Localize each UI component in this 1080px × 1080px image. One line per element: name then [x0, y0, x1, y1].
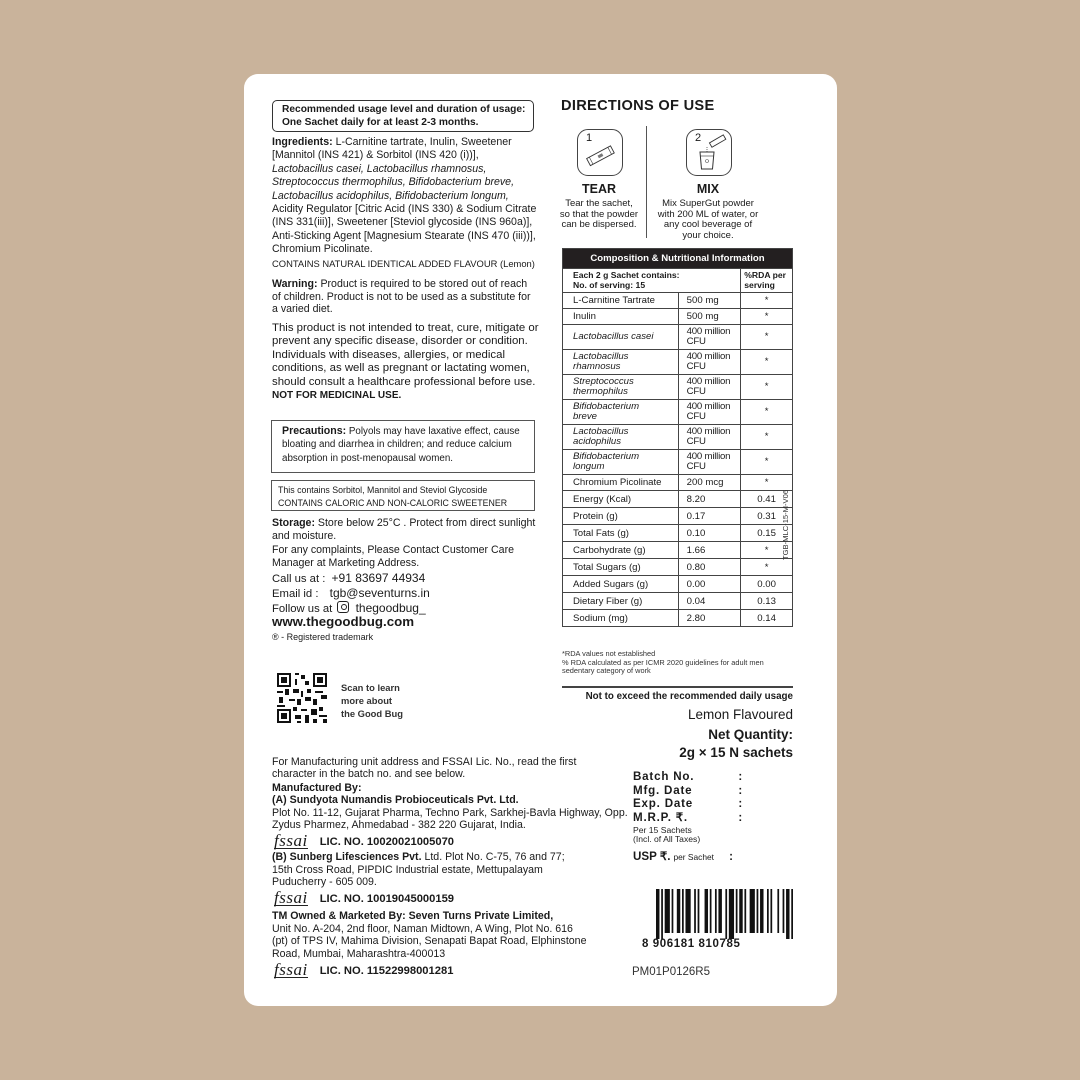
call-label: Call us at : [272, 573, 326, 585]
license-a-number: LIC. NO. 10020021005070 [319, 835, 455, 848]
marketer-name: Seven Turns Private Limited, [405, 910, 554, 922]
nutrient-value: 0.04 [678, 593, 741, 610]
usage-line-2: One Sachet daily for at least 2-3 months. [282, 116, 479, 128]
nutrient-rda: 0.31 [741, 508, 793, 525]
qr-caption-line-3: the Good Bug [341, 708, 403, 719]
nutrition-row [563, 475, 793, 491]
not-medicinal-note: NOT FOR MEDICINAL USE. [272, 390, 402, 402]
follow-line [272, 601, 426, 615]
sweetener-notice-box [271, 480, 535, 511]
vertical-print-code: TGB-MLC-15-M-V06 [781, 489, 790, 560]
nutrient-value: 500 mg [678, 293, 741, 309]
ingredients-part-2: Acidity Regulator [Citric Acid (INS 330) & Sodium Citrate (INS 331(iii)], Sweetener [Steviol glycoside (INS 960a)], Anti-Sticking Agent [Magnesium Stearate (INS 470 (iii))], Chromium Picolinate. [272, 203, 537, 256]
nutrition-row [563, 450, 793, 475]
colon: : [738, 810, 743, 824]
nutrient-name: L-Carnitine Tartrate [563, 293, 679, 309]
nutrition-row [563, 610, 793, 627]
email-line [272, 586, 430, 600]
nutrient-value: 400 million CFU [678, 450, 741, 475]
nutrient-name: Total Sugars (g) [563, 559, 679, 576]
nutrition-row [563, 525, 793, 542]
fssai-logo-icon: fssai [274, 831, 308, 850]
manufacturer-a-address: Plot No. 11-12, Gujarat Pharma, Techno Park, Sarkhej-Bavla Highway, Opp. Zydus Pharmez, Ahmedabad - 382 220 Gujarat, India. [272, 806, 628, 832]
complaints-text: For any complaints, Please Contact Customer Care Manager at Marketing Address. [272, 543, 514, 569]
manufacturer-b-address: Ltd. Plot No. C-75, 76 and 77; 15th Cross Road, PIPDIC Industrial estate, Mettupalayam Puducherry - 605 009. [272, 851, 565, 889]
nutrient-value: 400 million CFU [678, 350, 741, 375]
nutrient-rda: 0.13 [741, 593, 793, 610]
nutrition-row [563, 375, 793, 400]
manufacturing-intro: For Manufacturing unit address and FSSAI Lic. No., read the first character in the batch no. and see below. [272, 756, 577, 780]
nutrient-name: Lactobacillus rhamnosus [563, 350, 679, 375]
nutrient-value: 1.66 [678, 542, 741, 559]
manufacturer-a-name: (A) Sundyota Numandis Probioceuticals Pvt. Ltd. [272, 794, 519, 807]
servings-count-label: No. of serving: 15 [573, 279, 646, 290]
batch-info [633, 770, 743, 824]
instagram-handle[interactable]: thegoodbug_ [355, 601, 426, 615]
nutrition-row [563, 350, 793, 375]
step-2-number: 2 [695, 132, 702, 144]
manufactured-by-label: Manufactured By: [272, 782, 362, 794]
per-sachets-label: Per 15 Sachets [633, 825, 692, 835]
usp-label-group [633, 849, 714, 863]
glass-mix-icon [686, 129, 732, 176]
disclaimer-text [272, 322, 540, 402]
nutrient-name: Lactobacillus casei [563, 325, 679, 350]
mfg-date-row [633, 784, 743, 798]
warning-body: Product is required to be stored out of reach of children. Product is not to be used as a substitute for a varied diet. [272, 278, 531, 316]
nutrient-rda: 0.15 [741, 525, 793, 542]
nutrition-row [563, 309, 793, 325]
nutrition-table [562, 248, 793, 627]
call-line [272, 571, 425, 585]
sweetener-line-1: This contains Sorbitol, Mannitol and Steviol Glycoside [278, 485, 488, 495]
nutrient-name: Dietary Fiber (g) [563, 593, 679, 610]
manufacturer-b-info [272, 851, 572, 889]
mrp-row [633, 811, 743, 825]
qr-caption [341, 681, 403, 720]
nutrient-value: 0.10 [678, 525, 741, 542]
rda-note-1: *RDA values not established [562, 649, 656, 658]
nutrition-row [563, 491, 793, 508]
colon: : [729, 850, 733, 863]
marketer-info [272, 910, 588, 960]
nutrient-rda: 0.41 [741, 491, 793, 508]
nutrition-row [563, 542, 793, 559]
nutrient-name: Energy (Kcal) [563, 491, 679, 508]
nutrient-rda: * [741, 559, 793, 576]
nutrient-name: Carbohydrate (g) [563, 542, 679, 559]
nutrient-value: 0.80 [678, 559, 741, 576]
nutrient-value: 2.80 [678, 610, 741, 627]
warning-label: Warning: [272, 278, 318, 290]
serving-size-label: Each 2 g Sachet contains: [573, 270, 680, 280]
nutrition-row [563, 425, 793, 450]
nutrient-value: 0.17 [678, 508, 741, 525]
rda-column-header: %RDA per serving [741, 269, 793, 293]
fssai-license-tm [274, 960, 454, 979]
nutrient-name: Inulin [563, 309, 679, 325]
mrp-note [633, 826, 700, 844]
storage-label: Storage: [272, 517, 315, 529]
divider-line [562, 686, 793, 688]
step-1-title: TEAR [581, 182, 617, 196]
nutrient-name: Streptococcus thermophilus [563, 375, 679, 400]
usp-suffix: per Sachet [673, 852, 714, 862]
license-tm-number: LIC. NO. 11522998001281 [319, 964, 454, 977]
exp-date-label: Exp. Date [633, 797, 694, 811]
flavour-label: Lemon Flavoured [687, 707, 793, 722]
marketer-address: Unit No. A-204, 2nd floor, Naman Midtown, A Wing, Plot No. 616 (pt) of TPS IV, Mahima Division, Senapati Bapat Road, Elphinstone Road, Mumbai, Maharashtra-400013 [272, 922, 587, 960]
nutrition-row [563, 293, 793, 309]
incl-taxes-label: (Incl. of All Taxes) [633, 834, 701, 844]
qr-code-icon[interactable] [277, 673, 327, 723]
nutrient-name: Added Sugars (g) [563, 576, 679, 593]
tm-owned-label: TM Owned & Marketed By: [272, 910, 406, 922]
fssai-license-b [274, 888, 455, 907]
precautions-label: Precautions: [282, 425, 347, 437]
nutrition-row [563, 593, 793, 610]
nutrient-value: 400 million CFU [678, 325, 741, 350]
nutrient-rda: * [741, 450, 793, 475]
fssai-license-a [274, 831, 455, 850]
nutrient-value: 500 mg [678, 309, 741, 325]
qr-caption-line-1: Scan to learn [341, 682, 400, 693]
nutrient-rda: * [741, 425, 793, 450]
nutrient-rda: * [741, 309, 793, 325]
ingredients-text [272, 136, 542, 271]
nutrition-table-title: Composition & Nutritional Information [563, 249, 793, 269]
qr-caption-line-2: more about [341, 695, 393, 706]
nutrient-name: Bifidobacterium longum [563, 450, 679, 475]
nutrient-value: 8.20 [678, 491, 741, 508]
nutrient-rda: 0.00 [741, 576, 793, 593]
product-code: PM01P0126R5 [632, 966, 710, 978]
barcode-icon [656, 889, 793, 939]
website-link[interactable]: www.thegoodbug.com [272, 614, 415, 629]
license-b-number: LIC. NO. 10019045000159 [319, 892, 455, 905]
usage-line-1: Recommended usage level and duration of usage: [282, 104, 526, 115]
email-label: Email id : [272, 588, 319, 600]
nutrient-rda: * [741, 375, 793, 400]
nutrient-rda: * [741, 400, 793, 425]
phone-number[interactable]: +91 83697 44934 [331, 571, 426, 585]
precautions-box [271, 420, 535, 473]
rda-footnote [562, 650, 782, 676]
sachet-tear-icon [577, 129, 623, 176]
fssai-logo-icon: fssai [274, 960, 308, 979]
nutrient-value: 400 million CFU [678, 400, 741, 425]
nutrient-name: Bifidobacterium breve [563, 400, 679, 425]
fssai-logo-icon: fssai [274, 888, 308, 907]
step-1-desc: Tear the sachet, so that the powder can be dispersed. [559, 198, 639, 231]
nutrition-row [563, 576, 793, 593]
steps-divider [646, 126, 647, 238]
step-1-number: 1 [586, 132, 593, 144]
flavour-note: CONTAINS NATURAL IDENTICAL ADDED FLAVOUR (Lemon) [272, 257, 535, 269]
daily-usage-warning: Not to exceed the recommended daily usage [585, 691, 793, 702]
email-address[interactable]: tgb@seventurns.in [329, 586, 430, 600]
nutrient-value: 400 million CFU [678, 375, 741, 400]
colon: : [738, 797, 743, 811]
directions-title: DIRECTIONS OF USE [561, 98, 715, 114]
nutrition-row [563, 559, 793, 576]
nutrient-value: 0.00 [678, 576, 741, 593]
colon: : [738, 783, 743, 797]
ingredients-probiotics: Lactobacillus casei, Lactobacillus rhamnosus, Streptococcus thermophilus, Bifidobacterium breve, Lactobacillus acidophilus, Bifidobacterium longum, [272, 162, 515, 202]
nutrient-value: 200 mcg [678, 475, 741, 491]
manufacturer-b-name: (B) Sunberg Lifesciences Pvt. [272, 851, 422, 863]
rda-note-2: % RDA calculated as per ICMR 2020 guidelines for adult men sedentary category of work [562, 657, 764, 676]
ingredients-part-1: L-Carnitine tartrate, Inulin, Sweetener [Mannitol (INS 421) & Sorbitol (INS 420 (i))], [272, 136, 512, 162]
nutrition-row [563, 508, 793, 525]
storage-body: Store below 25°C . Protect from direct sunlight and moisture. [272, 517, 536, 543]
nutrient-name: Lactobacillus acidophilus [563, 425, 679, 450]
registered-trademark-note: ® - Registered trademark [272, 632, 374, 642]
usage-recommendation-box [272, 100, 534, 132]
nutrient-rda: * [741, 475, 793, 491]
sweetener-line-2: CONTAINS CALORIC AND NON-CALORIC SWEETENER [278, 497, 508, 508]
step-2-title: MIX [696, 182, 720, 196]
product-label-card [244, 74, 837, 1006]
nutrient-name: Chromium Picolinate [563, 475, 679, 491]
mfg-date-label: Mfg. Date [633, 783, 693, 797]
barcode-number: 8 906181 810785 [642, 938, 741, 950]
disclaimer-body: This product is not intended to treat, cure, mitigate or prevent any specific disease, disorder or condition. Individuals with diseases, allergies, or medical conditions, as well as pregnant or lactating women, should consult a healthcare professional before use. [272, 322, 539, 388]
nutrition-header-serving [563, 269, 741, 293]
nutrient-name: Total Fats (g) [563, 525, 679, 542]
net-quantity-value: 2g × 15 N sachets [679, 745, 793, 760]
follow-label: Follow us at [272, 603, 333, 615]
warning-text [272, 278, 538, 316]
precautions-body: Polyols may have laxative effect, cause bloating and diarrhea in children; and reduce calcium absorption in post-menopausal women. [282, 426, 520, 464]
exp-date-row [633, 797, 743, 811]
nutrient-rda: 0.14 [741, 610, 793, 627]
batch-no-row [633, 770, 743, 784]
nutrition-row [563, 400, 793, 425]
nutrient-name: Protein (g) [563, 508, 679, 525]
step-2-desc: Mix SuperGut powder with 200 ML of water, or any cool beverage of your choice. [657, 198, 759, 241]
batch-no-label: Batch No. [633, 770, 695, 783]
ingredients-label: Ingredients: [272, 136, 333, 148]
nutrient-rda: * [741, 325, 793, 350]
colon: : [738, 770, 743, 783]
nutrient-rda: * [741, 350, 793, 375]
usp-label: USP ₹. [633, 850, 671, 863]
nutrition-row [563, 325, 793, 350]
nutrient-rda: * [741, 542, 793, 559]
nutrient-name: Sodium (mg) [563, 610, 679, 627]
nutrient-value: 400 million CFU [678, 425, 741, 450]
manufacturer-info [272, 782, 632, 832]
storage-text [272, 517, 544, 570]
mrp-label: M.R.P. ₹. [633, 810, 688, 824]
instagram-icon [337, 601, 349, 613]
nutrient-rda: * [741, 293, 793, 309]
net-quantity-label: Net Quantity: [708, 727, 793, 742]
usp-row [633, 849, 733, 863]
